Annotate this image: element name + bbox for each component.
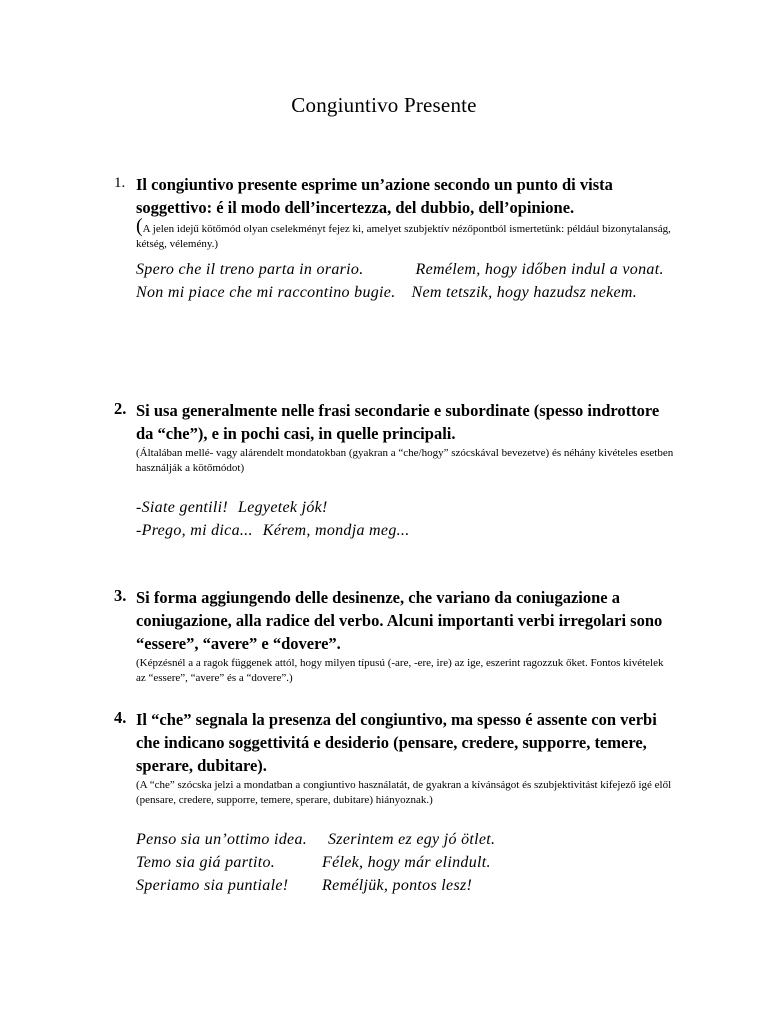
item-number: 1. <box>114 175 126 191</box>
example-italian: -Siate gentili! <box>136 499 229 516</box>
item-note <box>136 215 674 252</box>
note-open-paren: ( <box>136 215 143 237</box>
item-note: (Általában mellé- vagy alárendelt mondatokban (gyakran a “che/hogy” szócskával bevezetve) és néhány kivételes esetben használják a kötőmódot) <box>136 447 674 474</box>
example-hungarian: Félek, hogy már elindult. <box>322 854 491 871</box>
example-hungarian: Nem tetszik, hogy hazudsz nekem. <box>411 284 638 301</box>
example-line <box>136 874 674 897</box>
example-line <box>136 519 674 542</box>
example-italian: Speriamo sia puntiale! <box>136 877 289 894</box>
item-number: 2. <box>114 399 127 418</box>
item-main-text: Si forma aggiungendo delle desinenze, che variano da coniugazione a coniugazione, alla radice del verbo. Alcuni importanti verbi irregolari sono “essere”, “avere” e “dovere”. <box>136 588 663 653</box>
example-hungarian: Kérem, mondja meg... <box>262 522 410 539</box>
example-italian: -Prego, mi dica... <box>136 522 253 539</box>
note-text: A jelen idejű kötőmód olyan cselekményt fejez ki, amelyet szubjektív nézőpontból ismertetünk: például bizonytalanság, kétség, vélemény.) <box>136 223 671 250</box>
page-title: Congiuntivo Presente <box>291 93 477 117</box>
example-line <box>136 851 674 874</box>
list-item-3 <box>114 586 674 686</box>
item-note: (A “che” szócska jelzi a mondatban a congiuntivo használatát, de gyakran a kívánságot és szubjektivitást kifejező igé elől (pensare, credere, supporre, temere, sperare, dubitare) hiányoznak.) <box>136 779 672 806</box>
list-item-4 <box>114 708 674 897</box>
example-italian: Temo sia giá partito. <box>136 854 276 871</box>
item-number: 3. <box>114 586 127 605</box>
item-note: (Képzésnél a a ragok függenek attól, hogy milyen típusú (-are, -ere, ire) az ige, eszerint ragozzuk őket. Fontos kivételek az “essere”, “avere” és a “dovere”.) <box>136 657 664 684</box>
item-main-text: Si usa generalmente nelle frasi secondarie e subordinate (spesso indrottore da “che”), e in pochi casi, in quelle principali. <box>136 401 660 443</box>
item-main-text: Il congiuntivo presente esprime un’azione secondo un punto di vista soggettivo: é il modo dell’incertezza, del dubbio, dell’opinione. <box>136 175 613 217</box>
list-item-2 <box>114 399 674 542</box>
example-italian: Spero che il treno parta in orario. <box>136 261 364 278</box>
example-line <box>136 828 674 851</box>
example-hungarian: Legyetek jók! <box>238 499 328 516</box>
item-number: 4. <box>114 708 127 727</box>
example-italian: Non mi piace che mi raccontino bugie. <box>136 284 396 301</box>
example-line <box>136 258 674 281</box>
example-italian: Penso sia un’ottimo idea. <box>136 831 308 848</box>
example-line <box>136 281 674 304</box>
example-hungarian: Szerintem ez egy jó ötlet. <box>328 831 496 848</box>
example-line <box>136 496 674 519</box>
example-hungarian: Remélem, hogy időben indul a vonat. <box>415 261 664 278</box>
list-item-1 <box>114 173 674 304</box>
item-main-text: Il “che” segnala la presenza del congiuntivo, ma spesso é assente con verbi che indicano soggettivitá e desiderio (pensare, credere, supporre, temere, sperare, dubitare). <box>136 710 657 775</box>
example-hungarian: Reméljük, pontos lesz! <box>322 877 473 894</box>
